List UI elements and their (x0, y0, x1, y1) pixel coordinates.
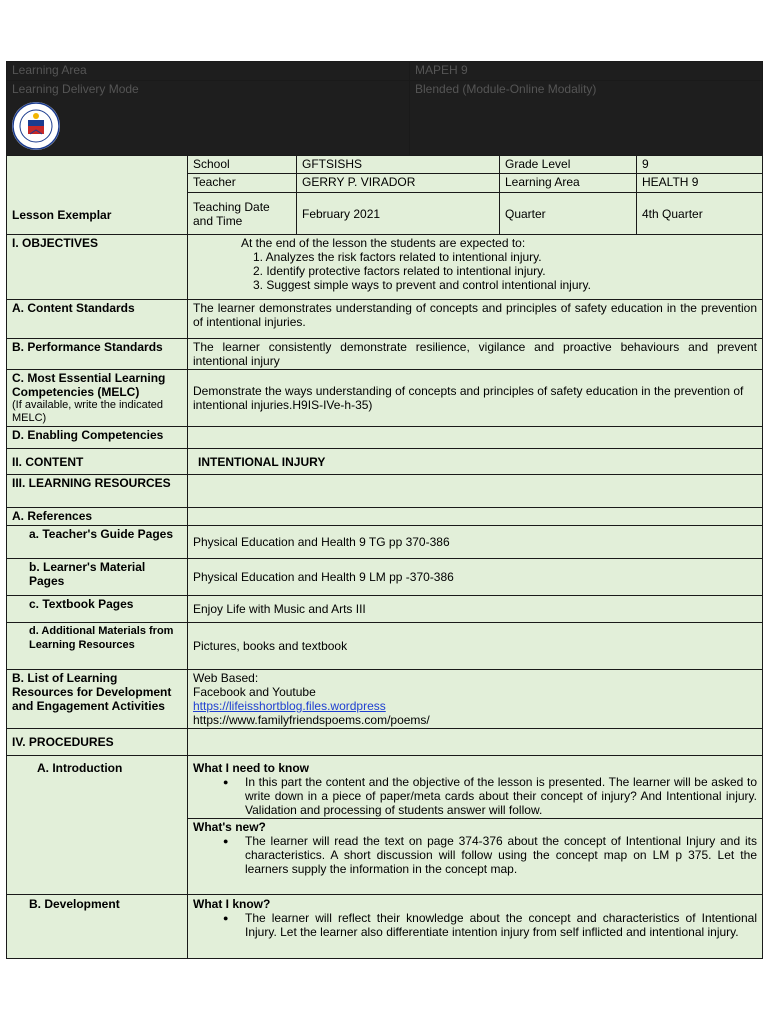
teachers-guide-label: a. Teacher's Guide Pages (7, 526, 188, 559)
performance-standards-text: The learner consistently demonstrate resilience, vigilance and proactive behaviours and prevent intentional injury (188, 339, 763, 370)
facebook-youtube-line: Facebook and Youtube (193, 685, 316, 699)
additional-materials-label: d. Additional Materials from Learning Resources (7, 623, 188, 670)
performance-standards-label: B. Performance Standards (7, 339, 188, 370)
melc-label: C. Most Essential Learning Competencies (MELC) (12, 371, 166, 399)
delivery-mode-label: Learning Delivery Mode (12, 82, 139, 96)
content-standards-label: A. Content Standards (7, 300, 188, 339)
whats-new-text: ● The learner will read the text on page 374-376 about the concept of Intentional Injury and its characteristics. A short discussion will follow using the concept map on LM p 375. Let the learners supply the information in the concept map. (245, 834, 757, 876)
content-topic: INTENTIONAL INJURY (188, 449, 763, 475)
development-label: B. Development (7, 895, 188, 959)
web-based-line: Web Based: (193, 671, 259, 685)
teacher-label: Teacher (188, 174, 297, 193)
delivery-mode-cell (7, 81, 410, 156)
learning-area-value: MAPEH 9 (410, 62, 763, 81)
objective-item: 1. Analyzes the risk factors related to intentional injury. (253, 250, 542, 264)
enabling-competencies-label: D. Enabling Competencies (7, 427, 188, 449)
list-resources-label: B. List of Learning Resources for Development and Engagement Activities (7, 670, 188, 729)
learning-area-label-2: Learning Area (500, 174, 637, 193)
what-i-need-to-know-text: ● In this part the content and the objective of the lesson is presented. The learner will be asked to write down in a piece of paper/meta cards about their concept of injury? And Intentional injury. Validation and processing of students answer will follow. (245, 775, 757, 817)
teaching-date-label: Teaching Date and Time (188, 193, 297, 235)
enabling-competencies-value (188, 427, 763, 449)
references-label: A. References (7, 508, 188, 526)
school-label: School (188, 156, 297, 174)
familyfriendspoems-url: https://www.familyfriendspoems.com/poems/ (193, 713, 430, 727)
procedures-value (188, 729, 763, 756)
what-i-need-to-know-heading: What I need to know (193, 761, 309, 775)
procedures-label: IV. PROCEDURES (7, 729, 188, 756)
objectives-intro: At the end of the lesson the students are expected to: (241, 236, 526, 250)
objectives-list (193, 250, 757, 292)
what-i-know-heading: What I know? (193, 897, 271, 911)
deped-seal-icon (12, 102, 60, 150)
textbook-pages-label: c. Textbook Pages (7, 596, 188, 623)
teachers-guide-value: Physical Education and Health 9 TG pp 370-386 (188, 526, 763, 559)
learning-area-label: Learning Area (7, 62, 410, 81)
quarter-label: Quarter (500, 193, 637, 235)
grade-level-value: 9 (637, 156, 763, 174)
what-i-need-to-know-cell (188, 756, 763, 819)
objective-item: 2. Identify protective factors related to intentional injury. (253, 264, 546, 278)
what-i-know-text: ● The learner will reflect their knowledge about the concept and characteristics of Intentional Injury. Let the learner also differentiate intention injury from self inflicted and intentional injury. (245, 911, 757, 939)
learning-area-value-2: HEALTH 9 (637, 174, 763, 193)
lifeisshort-link[interactable]: https://lifeisshortblog.files.wordpress (193, 699, 386, 713)
quarter-value: 4th Quarter (637, 193, 763, 235)
header-table (6, 61, 763, 156)
introduction-label: A. Introduction (7, 756, 188, 895)
list-resources-cell (188, 670, 763, 729)
melc-text: Demonstrate the ways understanding of concepts and principles of safety education in the prevention of intentional injuries.H9IS-IVe-h-35) (188, 370, 763, 427)
lesson-table (6, 155, 763, 959)
learners-material-label: b. Learner's Material Pages (7, 559, 188, 596)
grade-level-label: Grade Level (500, 156, 637, 174)
lesson-exemplar-title: Lesson Exemplar (7, 156, 188, 235)
learning-resources-value (188, 475, 763, 508)
deped-logo (12, 102, 60, 150)
what-i-know-cell (188, 895, 763, 959)
objectives-cell (188, 235, 763, 300)
learning-resources-label: III. LEARNING RESOURCES (7, 475, 188, 508)
melc-label-cell (7, 370, 188, 427)
learners-material-value: Physical Education and Health 9 LM pp -370-386 (188, 559, 763, 596)
additional-materials-value: Pictures, books and textbook (188, 623, 763, 670)
melc-note: (If available, write the indicated MELC) (12, 399, 164, 424)
whats-new-heading: What's new? (193, 820, 266, 834)
objective-item: 3. Suggest simple ways to prevent and control intentional injury. (253, 278, 591, 292)
objectives-label: I. OBJECTIVES (7, 235, 188, 300)
teacher-value: GERRY P. VIRADOR (297, 174, 500, 193)
content-standards-text: The learner demonstrates understanding of concepts and principles of safety education in the prevention of intentional injuries. (188, 300, 763, 339)
school-value: GFTSISHS (297, 156, 500, 174)
delivery-mode-value: Blended (Module-Online Modality) (410, 81, 763, 156)
content-label: II. CONTENT (7, 449, 188, 475)
whats-new-cell (188, 819, 763, 895)
textbook-pages-value: Enjoy Life with Music and Arts III (188, 596, 763, 623)
teaching-date-value: February 2021 (297, 193, 500, 235)
references-value (188, 508, 763, 526)
